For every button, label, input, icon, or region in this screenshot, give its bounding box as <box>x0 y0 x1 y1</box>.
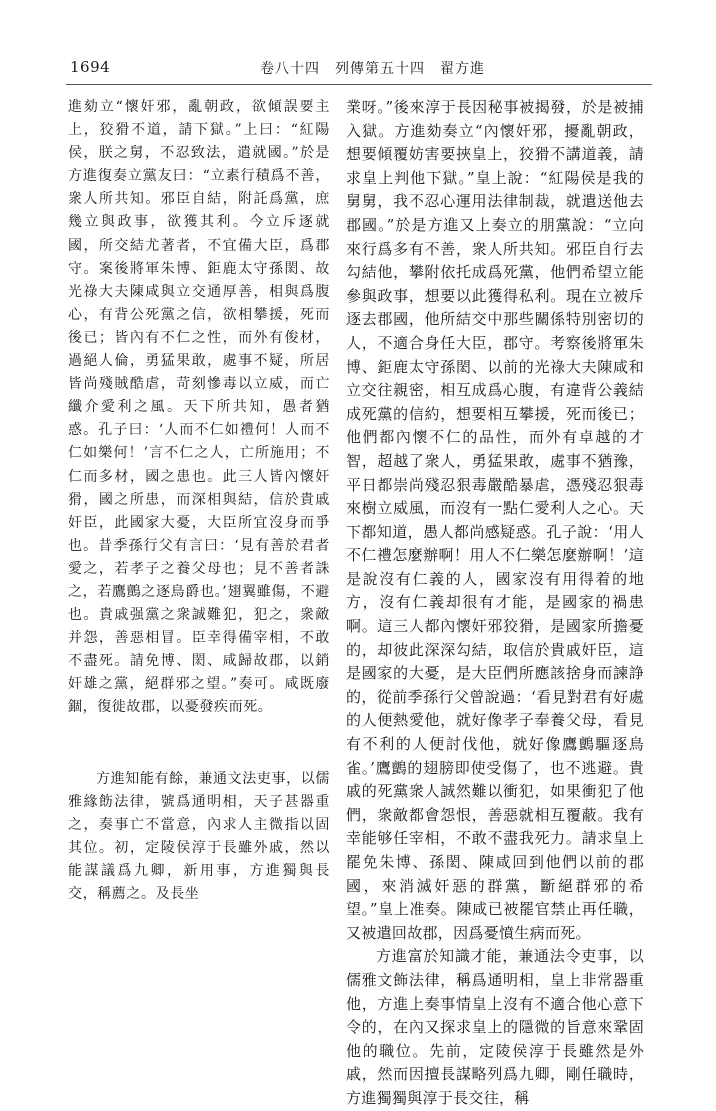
page-number: 1694 <box>70 58 111 76</box>
classical-paragraph-1: 進劾立“懷奸邪，亂朝政，欲傾誤要主上，狡猾不道，請下獄。”上曰：“紅陽侯，朕之舅，不忍致法，遣就國。”於是方進復奏立黨友曰：“立素行積爲不善，衆人所共知。邪臣自結，附託爲黨，庶幾立與政事，欲獲其利。今立斥逐就國，所交結尤著者，不宜備大臣，爲郡守。案後將軍朱博、鉅鹿太守孫閎、故光祿大夫陳咸與立交通厚善，相與爲腹心，有背公死黨之信，欲相攀援，死而後已；皆內有不仁之性，而外有俊材，過絕人倫，勇猛果敢，處事不疑，所居皆尚殘賊酷虐，苛刻慘毒以立威，而亡纖介愛利之風。天下所共知，愚者猶惑。孔子曰：‘人而不仁如禮何！人而不仁如樂何！’言不仁之人，亡所施用；不仁而多材，國之患也。此三人皆內懷奸猾，國之所患，而深相與結，信於貴戚奸臣，此國家大憂，大臣所宜沒身而爭也。昔季孫行父有言曰：‘見有善於君者愛之，若孝子之養父母也；見不善者誅之，若鷹鸇之逐鳥爵也。’翅翼雖傷，不避也。貴戚强黨之衆誠難犯，犯之，衆敵并怨，善惡相冒。臣幸得備宰相，不敢不盡死。請免博、閎、咸歸故郡，以銷奸雄之黨，絕群邪之望。”奏可。咸既廢錮，復徙故郡，以憂發疾而死。 <box>68 99 330 716</box>
page-header <box>0 58 716 78</box>
running-title: 卷八十四 列傳第五十四 翟方進 <box>260 61 485 77</box>
header-rule <box>66 84 652 85</box>
classical-paragraph-2: 方進知能有餘，兼通文法吏事，以儒雅緣飭法律，號爲通明相，天子甚器重之，奏事亡不當意，內求人主微指以固其位。初，定陵侯淳于長雖外戚，然以能謀議爲九卿，新用事，方進獨與長交，稱薦之。及長坐 <box>68 770 330 902</box>
translation-column <box>346 96 644 1111</box>
paragraph-gap <box>68 720 330 768</box>
translation-paragraph-2: 方進富於知識才能，兼通法令吏事，以儒雅文飾法律，稱爲通明相，皇上非常器重他，方進上奏事情皇上沒有不適合他心意下令的，在內又探求皇上的隱微的旨意來鞏固他的職位。先前，定陵侯淳于長雖然是外戚，然而因擅長謀略列爲九卿，剛任職時，方進獨獨與淳于長交往，稱 <box>346 947 644 1107</box>
classical-text-column <box>68 96 330 906</box>
translation-paragraph-1: 業呀。”後來淳于長因秘事被揭發，於是被捕入獄。方進劾奏立“內懷奸邪，擾亂朝政，想要傾覆妨害要挾皇上，狡猾不講道義，請求皇上判他下獄。”皇上說：“紅陽侯是我的舅舅，我不忍心運用法律制裁，就遣送他去郡國。”於是方進又上奏立的朋黨說：“立向來行爲多有不善，衆人所共知。邪臣自行去勾結他，攀附依托成爲死黨，他們希望立能參與政事，想要以此獲得私利。現在立被斥逐去郡國，他所結交中那些關係特別密切的人，不適合身任大臣，郡守。考察後將軍朱博、鉅鹿太守孫閎、以前的光祿大夫陳咸和立交往親密，相互成爲心腹，有違背公義結成死黨的信約，想要相互攀援，死而後已；他們都內懷不仁的品性，而外有卓越的才智，超越了衆人，勇猛果敢，處事不猶豫，平日都崇尚殘忍狠毒嚴酷暴虐，憑殘忍狠毒來樹立威風，而沒有一點仁愛利人之心。天下都知道，愚人都尚感疑惑。孔子說：‘用人不仁禮怎麼辦啊！用人不仁樂怎麼辦啊！’這是說沒有仁義的人，國家沒有用得着的地方，沒有仁義却很有才能，是國家的禍患啊。這三人都內懷奸邪狡猾，是國家所擔憂的，却彼此深深勾結，取信於貴戚奸臣，這是國家的大憂，是大臣們所應該捨身而諫諍的，從前季孫行父曾說過：‘看見對君有好處的人便熱愛他，就好像孝子奉養父母，看見有不利的人便討伐他，就好像鷹鸇驅逐鳥雀。’鷹鸇的翅膀即使受傷了，也不逃避。貴戚的死黨衆人誠然難以衝犯，如果衝犯了他們，衆敵都會怨恨，善惡就相互覆蔽。我有幸能够任宰相，不敢不盡我死力。請求皇上罷免朱博、孫閎、陳咸回到他們以前的郡國，來消滅奸惡的群黨，斷絕群邪的希望。”皇上准奏。陳咸已被罷官禁止再任職，又被遣回故郡，因爲憂憤生病而死。 <box>346 98 644 942</box>
